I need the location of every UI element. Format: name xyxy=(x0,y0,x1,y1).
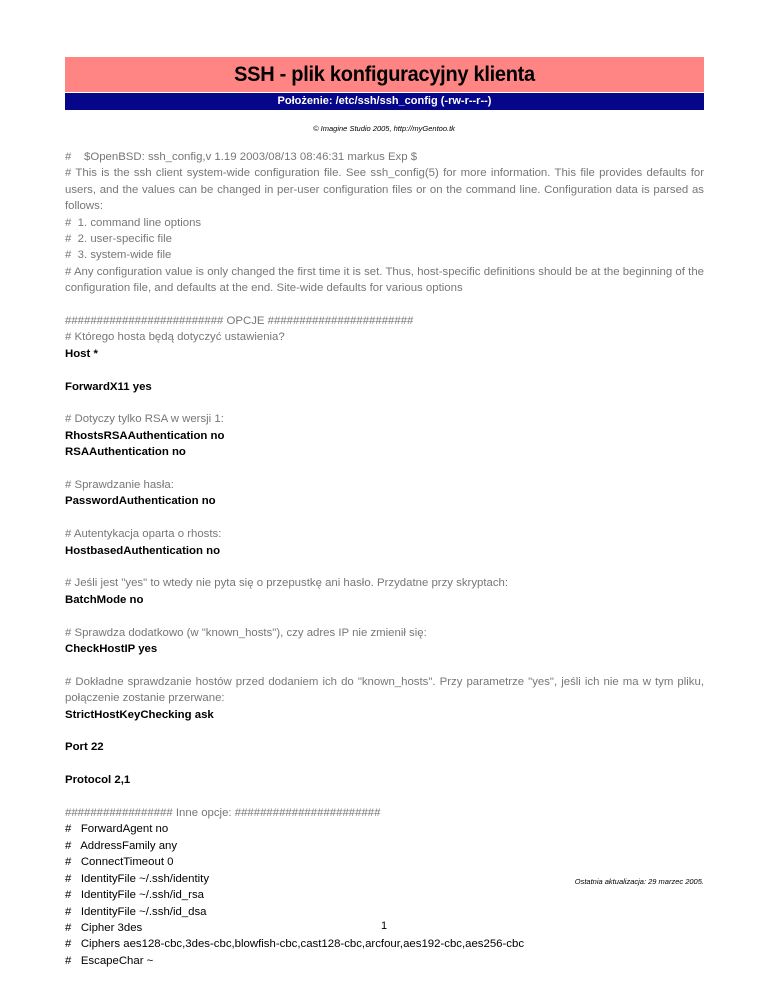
options-header: ######################### OPCJE ####################### xyxy=(65,315,414,328)
checkhostip-setting: CheckHostIP yes xyxy=(65,643,158,656)
document-title: SSH - plik konfiguracyjny klienta xyxy=(234,62,535,86)
batchmode-comment: # Jeśli jest "yes" to wtedy nie pyta się o przepustkę ani hasło. Przydatne przy skryptach: xyxy=(65,577,509,590)
intro-paragraph: # This is the ssh client system-wide configuration file. See ssh_config(5) for more information. This file provides defaults for users, and the values can be changed in per-user configuration files or on the command line. Configuration data is parsed as follows: xyxy=(65,167,704,213)
intro-item-2: # 2. user-specific file xyxy=(65,233,172,246)
forwardx11-setting: ForwardX11 yes xyxy=(65,380,152,393)
openbsd-id-line: # $OpenBSD: ssh_config,v 1.19 2003/08/13 08:46:31 markus Exp $ xyxy=(65,151,418,163)
page-number: 1 xyxy=(380,920,388,932)
other-option-line: # IdentityFile ~/.ssh/id_rsa xyxy=(65,889,204,902)
host-comment: # Którego hosta będą dotyczyć ustawienia? xyxy=(65,331,285,344)
intro-paragraph-2: # Any configuration value is only changed the first time it is set. Thus, host-specific definitions should be at the beginning of the configuration file, and defaults at the end. Site-wide defaults for various options xyxy=(65,265,704,295)
other-option-line: # IdentityFile ~/.ssh/id_dsa xyxy=(65,905,207,918)
rsa-comment: # Dotyczy tylko RSA w wersji 1: xyxy=(65,413,224,426)
intro-item-1: # 1. command line options xyxy=(65,216,202,229)
checkhostip-comment: # Sprawdza dodatkowo (w "known_hosts"), czy adres IP nie zmienił się: xyxy=(65,626,427,639)
rsaauth-setting: RSAAuthentication no xyxy=(65,446,186,459)
document-title-bar xyxy=(65,57,704,92)
other-option-line: # AddressFamily any xyxy=(65,839,178,852)
other-option-line: # ConnectTimeout 0 xyxy=(65,856,174,869)
stricthostkey-setting: StrictHostKeyChecking ask xyxy=(65,708,214,721)
other-option-line: # ForwardAgent no xyxy=(65,823,169,836)
other-option-line: # IdentityFile ~/.ssh/identity xyxy=(65,872,210,885)
other-option-line: # Cipher 3des xyxy=(65,921,143,934)
last-updated-note: Ostatnia aktualizacja: 29 marzec 2005. xyxy=(574,877,704,886)
batchmode-setting: BatchMode no xyxy=(65,593,144,606)
passwordauth-setting: PasswordAuthentication no xyxy=(65,495,216,508)
other-option-line: # EscapeChar ~ xyxy=(65,954,154,967)
host-setting: Host * xyxy=(65,347,98,360)
file-location-bar: Położenie: /etc/ssh/ssh_config (-rw-r--r--) xyxy=(65,93,704,110)
port-setting: Port 22 xyxy=(65,741,104,754)
copyright-note: © Imagine Studio 2005, http://myGentoo.tk xyxy=(313,124,455,133)
hostbasedauth-setting: HostbasedAuthentication no xyxy=(65,544,221,557)
stricthostkey-comment: # Dokładne sprawdzanie hostów przed dodaniem ich do "known_hosts". Przy parametrze "yes", jeśli ich nie ma w tym pliku, połączenie zostanie przerwane: xyxy=(65,675,704,705)
password-comment: # Sprawdzanie hasła: xyxy=(65,479,174,492)
protocol-setting: Protocol 2,1 xyxy=(65,774,131,787)
rhosts-comment: # Autentykacja oparta o rhosts: xyxy=(65,528,222,541)
other-options-header: ################# Inne opcje: ####################### xyxy=(65,807,381,820)
intro-item-3: # 3. system-wide file xyxy=(65,249,172,262)
other-option-line: # Ciphers aes128-cbc,3des-cbc,blowfish-cbc,cast128-cbc,arcfour,aes192-cbc,aes256-cbc xyxy=(65,938,525,951)
config-content xyxy=(65,149,704,969)
rhostsrsa-setting: RhostsRSAAuthentication no xyxy=(65,429,225,442)
